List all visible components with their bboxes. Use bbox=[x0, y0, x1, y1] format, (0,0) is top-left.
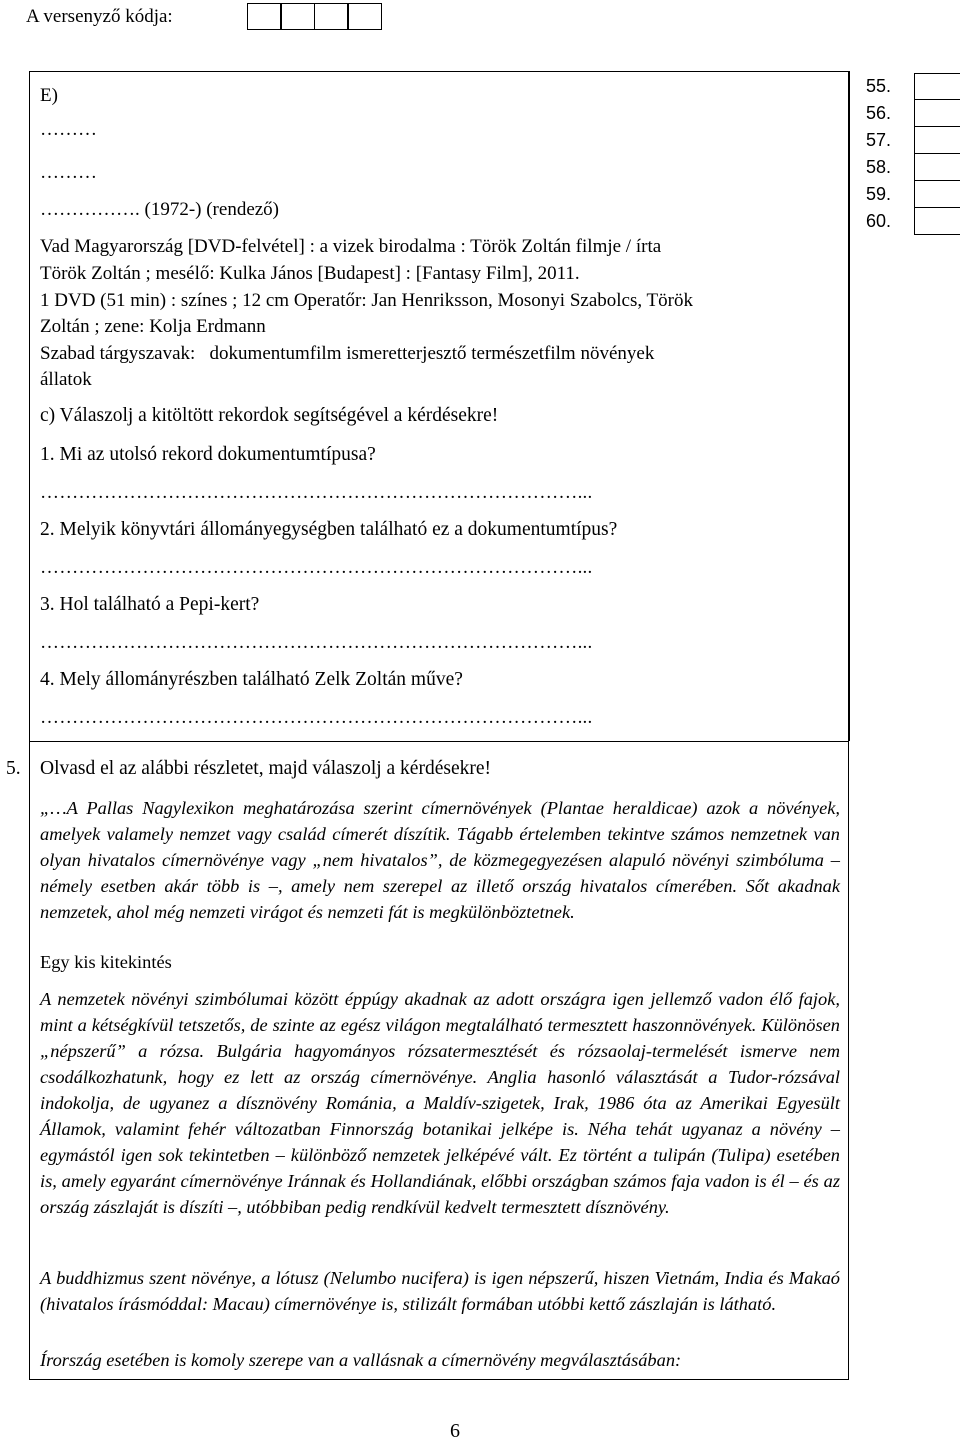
question: 3. Hol található a Pepi-kert? bbox=[40, 594, 260, 615]
score-number: 57. bbox=[866, 130, 892, 150]
score-column-divider bbox=[849, 71, 850, 741]
score-number: 55. bbox=[866, 76, 892, 96]
competitor-code-boxes[interactable] bbox=[248, 3, 382, 31]
code-box[interactable] bbox=[347, 3, 382, 30]
record-desc-line: állatok bbox=[40, 369, 92, 390]
code-box[interactable] bbox=[280, 3, 315, 30]
score-cell[interactable] bbox=[914, 208, 960, 235]
author-line: ……………. (1972-) (rendező) bbox=[40, 199, 280, 220]
record-desc-line: Zoltán ; zene: Kolja Erdmann bbox=[40, 316, 266, 337]
task-instruction: c) Válaszolj a kitöltött rekordok segítségével a kérdésekre! bbox=[40, 405, 499, 426]
score-number: 58. bbox=[866, 157, 892, 177]
score-cell[interactable] bbox=[914, 100, 960, 127]
page-number: 6 bbox=[450, 1420, 460, 1442]
record-label: E) bbox=[40, 85, 58, 106]
answer-line[interactable]: …………………………………………………………………………... bbox=[40, 557, 593, 578]
reading-paragraph: A nemzetek növényi szimbólumai között éppúgy akadnak az adott országra igen jellemző vadon élő fajok, mint a kétségkívül tetszetős, de szinte az egész világon megtalálható termesztett haszonnövények. Különösen „népszerű” a rózsa. Bulgária hagyományos rózsatermesztését és rózsaolaj-termelését ismerve nem csodálkozhatunk, hogy ez lett az ország címernövénye. Anglia hasonló választását a Tudor-rózsával indokolja, de ugyanez a dísznövény Románia, a Maldív-szigetek, Irak, 1986 óta az Amerikai Egyesült Államok, valamint fehér változatban Finnország botanikai jelképe is. Néha tehát ugyanaz a növény – egymástól igen sok tekintetben – különböző nemzetek jelképévé vált. Ez történt a tulipán (Tulipa) esetében is, amely egyaránt címernövénye Iránnak és Hollandiának, előbbi országban számos faja vadon is él – és az ország zászlaját is díszíti –, utóbbiban pedig rendkívül kedvelt termesztett dísznövény. bbox=[40, 989, 840, 1217]
task-instruction: Olvasd el az alábbi részletet, majd válaszolj a kérdésekre! bbox=[40, 758, 491, 779]
score-cell[interactable] bbox=[914, 181, 960, 208]
score-row bbox=[866, 208, 960, 235]
reading-paragraph: „…A Pallas Nagylexikon meghatározása szerint címernövények (Plantae heraldicae) azok a növények, amelyek valamely nemzet vagy család címerét díszítik. Tágabb értelemben tekintve számos nemzetnek van olyan hivatalos címernövénye vagy „nem hivatalos”, de közmegegyezésen alapuló növényi szimbóluma – némely esetben akár több is –, amely nem szerepel az illető ország hivatalos címerében. Sőt akadnak nemzetek, ahol még nemzeti virágot és nemzeti fát is megkülönböztetnek. bbox=[40, 798, 840, 922]
code-box[interactable] bbox=[247, 3, 282, 30]
answer-line[interactable]: …………………………………………………………………………... bbox=[40, 707, 593, 728]
record-desc-line: Török Zoltán ; mesélő: Kulka János [Budapest] : [Fantasy Film], 2011. bbox=[40, 263, 580, 284]
question: 4. Mely állományrészben található Zelk Zoltán műve? bbox=[40, 669, 463, 690]
record-desc-line: 1 DVD (51 min) : színes ; 12 cm Operatőr: Jan Henriksson, Mosonyi Szabolcs, Török bbox=[40, 290, 693, 311]
blank-field[interactable]: ……… bbox=[40, 162, 97, 183]
question: 1. Mi az utolsó rekord dokumentumtípusa? bbox=[40, 444, 376, 465]
score-row bbox=[866, 154, 960, 181]
score-column bbox=[866, 73, 960, 235]
answer-line[interactable]: …………………………………………………………………………... bbox=[40, 482, 593, 503]
task-number: 5. bbox=[6, 758, 21, 779]
question: 2. Melyik könyvtári állományegységben található ez a dokumentumtípus? bbox=[40, 519, 618, 540]
score-cell[interactable] bbox=[914, 73, 960, 100]
score-number: 60. bbox=[866, 211, 892, 231]
score-number: 59. bbox=[866, 184, 892, 204]
score-row bbox=[866, 181, 960, 208]
score-cell[interactable] bbox=[914, 154, 960, 181]
score-cell[interactable] bbox=[914, 127, 960, 154]
code-box[interactable] bbox=[314, 3, 349, 30]
reading-paragraph: A buddhizmus szent növénye, a lótusz (Nelumbo nucifera) is igen népszerű, hiszen Vietnám, India és Makaó (hivatalos írásmóddal: Macau) címernövénye is, stilizált formában utóbbi kettő zászlaján is látható. bbox=[40, 1268, 840, 1314]
score-row bbox=[866, 73, 960, 100]
record-desc-line: Szabad tárgyszavak: dokumentumfilm ismeretterjesztő természetfilm növények bbox=[40, 343, 655, 364]
blank-field[interactable]: ……… bbox=[40, 119, 97, 140]
record-desc-line: Vad Magyarország [DVD-felvétel] : a vizek birodalma : Török Zoltán filmje / írta bbox=[40, 236, 662, 257]
competitor-code-label: A versenyző kódja: bbox=[26, 6, 173, 27]
answer-line[interactable]: …………………………………………………………………………... bbox=[40, 632, 593, 653]
score-number: 56. bbox=[866, 103, 892, 123]
score-row bbox=[866, 127, 960, 154]
reading-paragraph: Írország esetében is komoly szerepe van a vallásnak a címernövény megválasztásában: bbox=[40, 1350, 682, 1370]
score-row bbox=[866, 100, 960, 127]
reading-subheading: Egy kis kitekintés bbox=[40, 952, 172, 972]
